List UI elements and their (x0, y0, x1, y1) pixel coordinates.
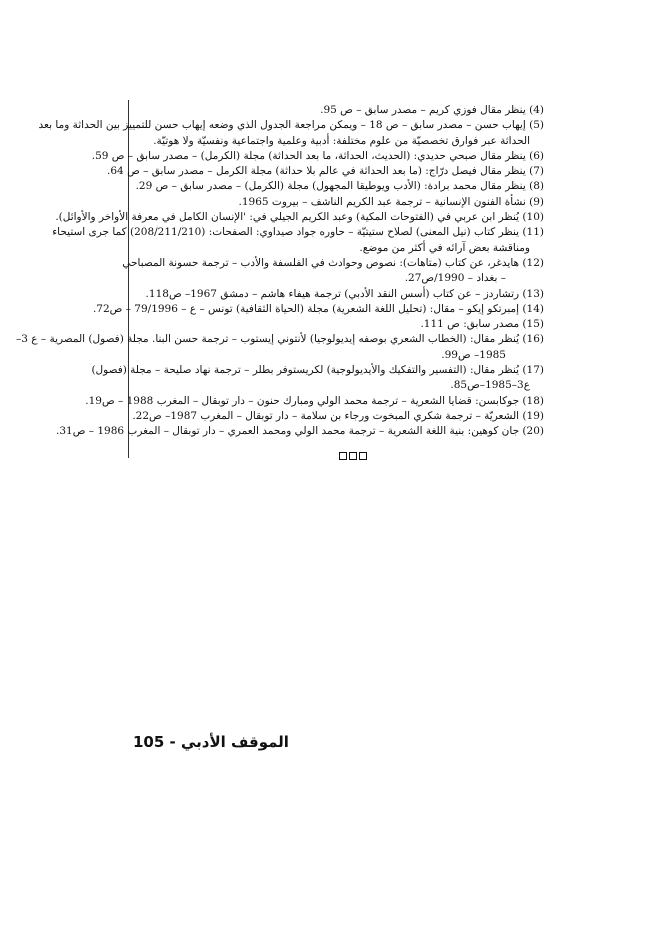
note-12-cont: – بغداد – 1990/ص27. (404, 272, 506, 285)
note-6: (6) ينظر مقال صبحي حديدي: (الحديث، الحداثة، ما بعد الحداثة) مجلة (الكرمل) – مصدر سابق – ص 59. (91, 149, 544, 162)
note-11-cont: ومناقشة بعض آرائه في أكثر من موضع. (359, 241, 530, 254)
note-19: (19) الشعريّة – ترجمة شكري المبخوت ورجاء بن سلامة – دار توبقال – المغرب 1987– ص22. (132, 409, 544, 422)
note-9: (9) نشأة الفنون الإنسانية – ترجمة عبد الكريم الناشف – بيروت 1965. (238, 195, 544, 208)
note-18: (18) جوكابسن: قضايا الشعرية – ترجمة محمد الولي ومبارك حنون – دار توبقال – المغرب 1988 – ص19. (85, 394, 544, 407)
note-10: (10) يُنظر ابن عربي في (الفتوحات المكية) وعبد الكريم الجيلي في: 'الإنسان الكامل في معرفة الأواخر والأوائل). (55, 211, 544, 224)
square-icon (359, 452, 367, 460)
note-5: (5) إيهاب حسن – مصدر سابق – ص 18 – ويمكن مراجعة الجدول الذي وضعه إيهاب حسن للتمييز بين الحداثة وما بعد (38, 119, 544, 132)
page-footer: الموقف الأدبي - 105 (133, 733, 289, 751)
note-13: (13) رتشاردز – عن كتاب (أسس النقد الأدبي) ترجمة هيفاء هاشم – دمشق 1967– ص118. (145, 287, 544, 300)
section-ornament (339, 452, 367, 460)
note-17: (17) يُنظر مقال: (التفسير والتفكيك والأيديولوجية) لكريستوفر بطلر – ترجمة نهاد صليحة – مجلة (فصول) (91, 364, 544, 377)
note-5-cont: الحداثة عبر فوارق تخصصيّة من علوم مختلفة: أدبية وعلمية واجتماعية ونفسيّة ولا هوتيّة. (153, 134, 530, 147)
note-17-cont: ع3–1985–ص85. (450, 379, 530, 392)
note-11: (11) ينظر كتاب (نيل المعنى) لصلاح ستيتيّة – حاوره جواد صيداوي: الصفحات: (208/211/210) كما جرى استيحاء (52, 226, 544, 239)
square-icon (339, 452, 347, 460)
note-7: (7) ينظر مقال فيصل درّاج: (ما بعد الحداثة في عالم بلا حداثة) مجلة الكرمل – مصدر سابق – ص 64. (107, 165, 544, 178)
note-8: (8) ينظر مقال محمد برادة: (الأدب ويوطيقا المجهول) مجلة (الكرمل) – مصدر سابق – ص 29. (135, 180, 544, 193)
square-icon (349, 452, 357, 460)
note-15: (15) مصدر سابق: ص 111. (420, 318, 544, 331)
endnotes (15, 103, 544, 440)
note-16-cont: 1985– ص99. (441, 348, 506, 361)
note-16: (16) يُنظر مقال: (الخطاب الشعري بوصفه إيديولوجيا) لأنتوني إيستوب – ترجمة حسن البنا. مجلة (فصول) المصرية – ع 3– (15, 333, 544, 346)
note-12: (12) هايدغر، عن كتاب (متاهات): نصوص وحوادث في الفلسفة والأدب – ترجمة حسونة المصباحي (122, 256, 544, 269)
note-4: (4) ينظر مقال فوزي كريم – مصدر سابق – ص 95. (320, 104, 544, 116)
note-14: (14) إمبرتكو إيكو – مقال: (تحليل اللغة الشعرية) مجلة (الحياة الثقافية) تونس – ع – 79/1996 – ص72. (92, 302, 544, 315)
note-20: (20) جان كوهين: بنية اللغة الشعرية – ترجمة محمد الولي ومحمد العمري – دار توبقال – المغرب 1986 – ص31. (56, 425, 544, 438)
